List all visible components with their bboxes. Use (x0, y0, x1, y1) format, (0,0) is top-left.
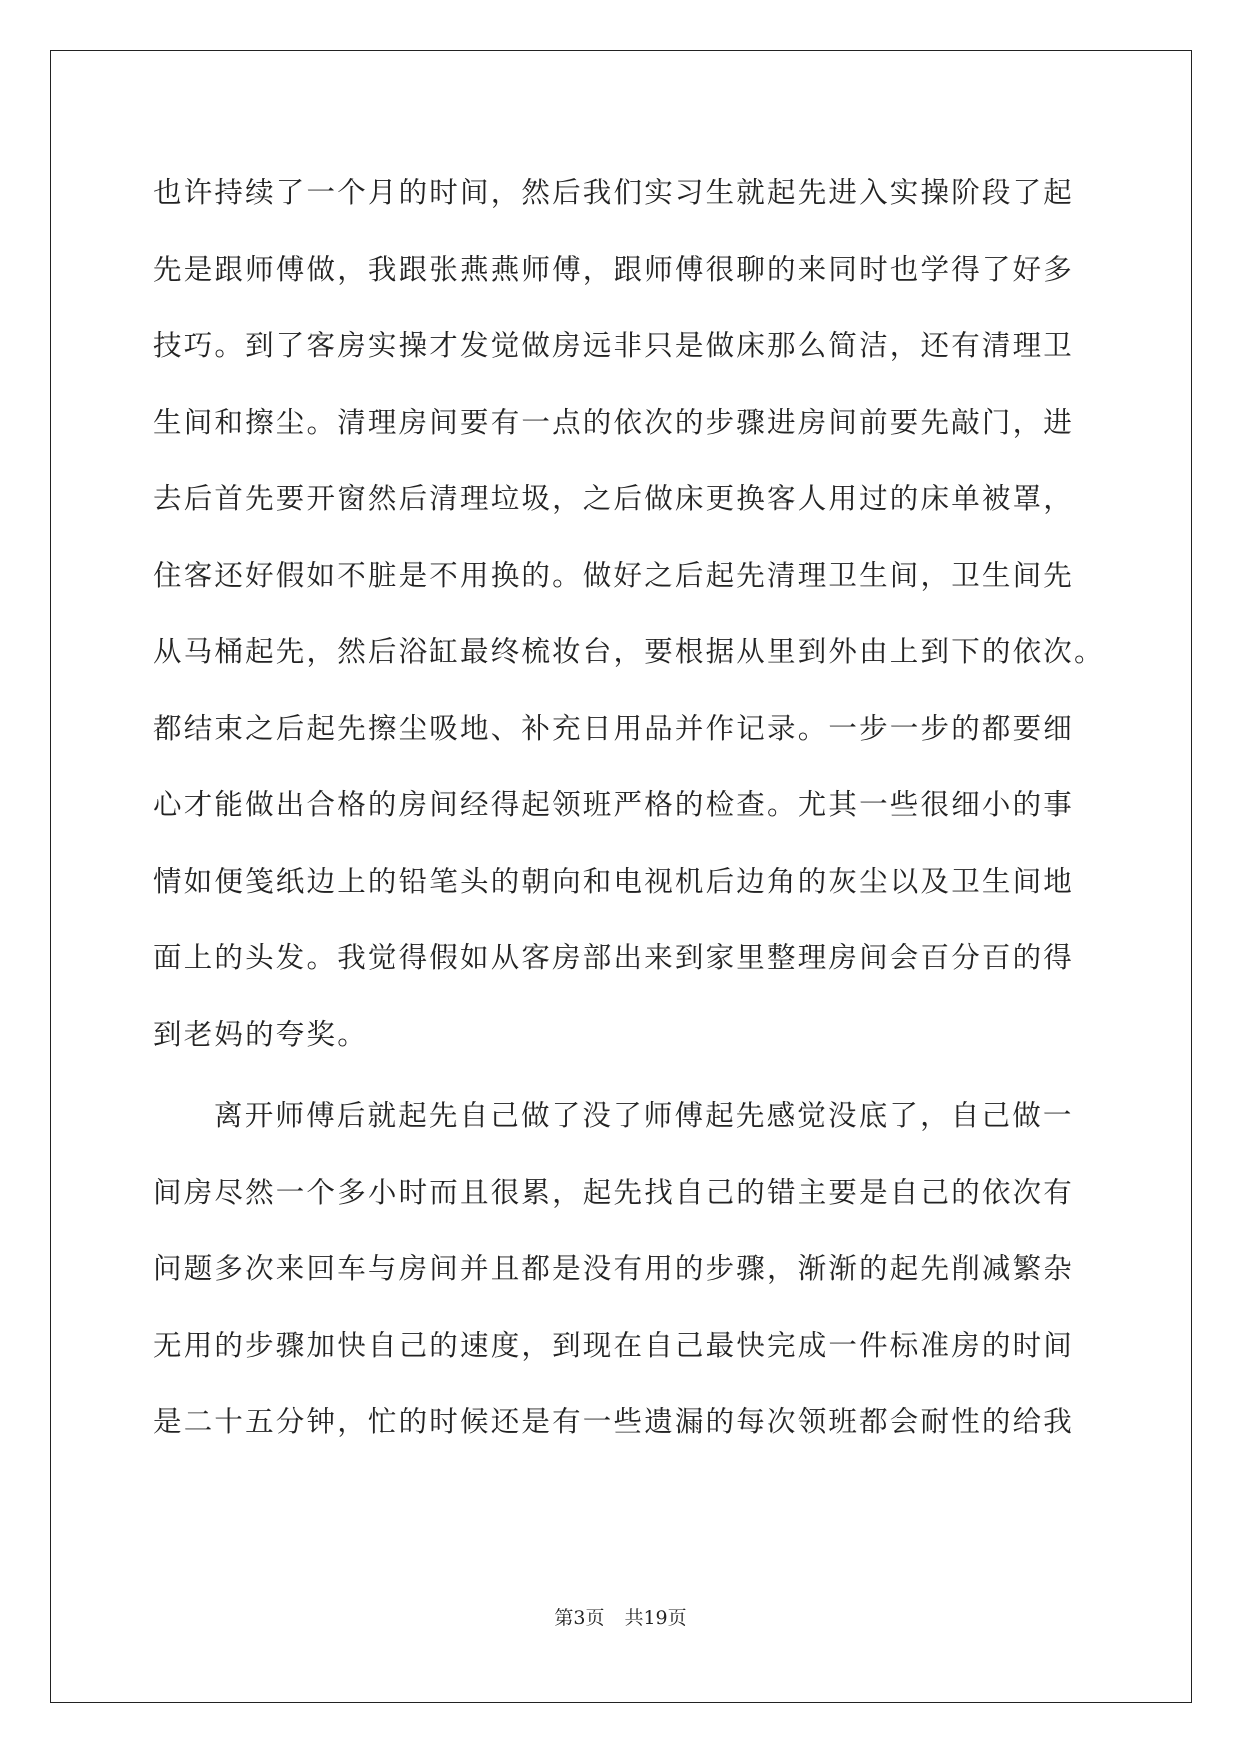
text-line: 无用的步骤加快自己的速度，到现在自己最快完成一件标准房的时间 (153, 1328, 1075, 1362)
text-line: 先是跟师傅做，我跟张燕燕师傅，跟师傅很聊的来同时也学得了好多 (153, 252, 1075, 286)
text-line: 心才能做出合格的房间经得起领班严格的检查。尤其一些很细小的事 (153, 788, 1075, 821)
text-line: 是二十五分钟，忙的时候还是有一些遗漏的每次领班都会耐性的给我 (153, 1405, 1075, 1438)
paragraph-first-line: 离开师傅后就起先自己做了没了师傅起先感觉没底了，自己做一 (214, 1099, 1074, 1132)
text-line: 面上的头发。我觉得假如从客房部出来到家里整理房间会百分百的得 (153, 941, 1075, 974)
text-line: 去后首先要开窗然后清理垃圾，之后做床更换客人用过的床单被罩， (153, 482, 1075, 515)
text-line: 到老妈的夸奖。 (153, 1017, 368, 1051)
text-line: 也许持续了一个月的时间，然后我们实习生就起先进入实操阶段了起 (153, 176, 1075, 209)
text-line: 生间和擦尘。清理房间要有一点的依次的步骤进房间前要先敲门，进 (153, 405, 1075, 439)
total-page-count: 共19页 (624, 1607, 687, 1629)
text-line: 住客还好假如不脏是不用换的。做好之后起先清理卫生间，卫生间先 (153, 558, 1075, 592)
text-line: 间房尽然一个多小时而且很累，起先找自己的错主要是自己的依次有 (153, 1175, 1075, 1209)
document-body (153, 155, 1105, 1461)
page-footer (0, 1603, 1241, 1630)
current-page-number: 第3页 (554, 1607, 605, 1629)
text-line: 技巧。到了客房实操才发觉做房远非只是做床那么简洁，还有清理卫 (153, 329, 1075, 362)
text-line: 问题多次来回车与房间并且都是没有用的步骤，渐渐的起先削减繁杂 (153, 1252, 1075, 1285)
text-line: 从马桶起先，然后浴缸最终梳妆台，要根据从里到外由上到下的依次。 (153, 635, 1105, 668)
text-line: 都结束之后起先擦尘吸地、补充日用品并作记录。一步一步的都要细 (153, 711, 1075, 745)
text-line: 情如便笺纸边上的铅笔头的朝向和电视机后边角的灰尘以及卫生间地 (153, 864, 1075, 898)
